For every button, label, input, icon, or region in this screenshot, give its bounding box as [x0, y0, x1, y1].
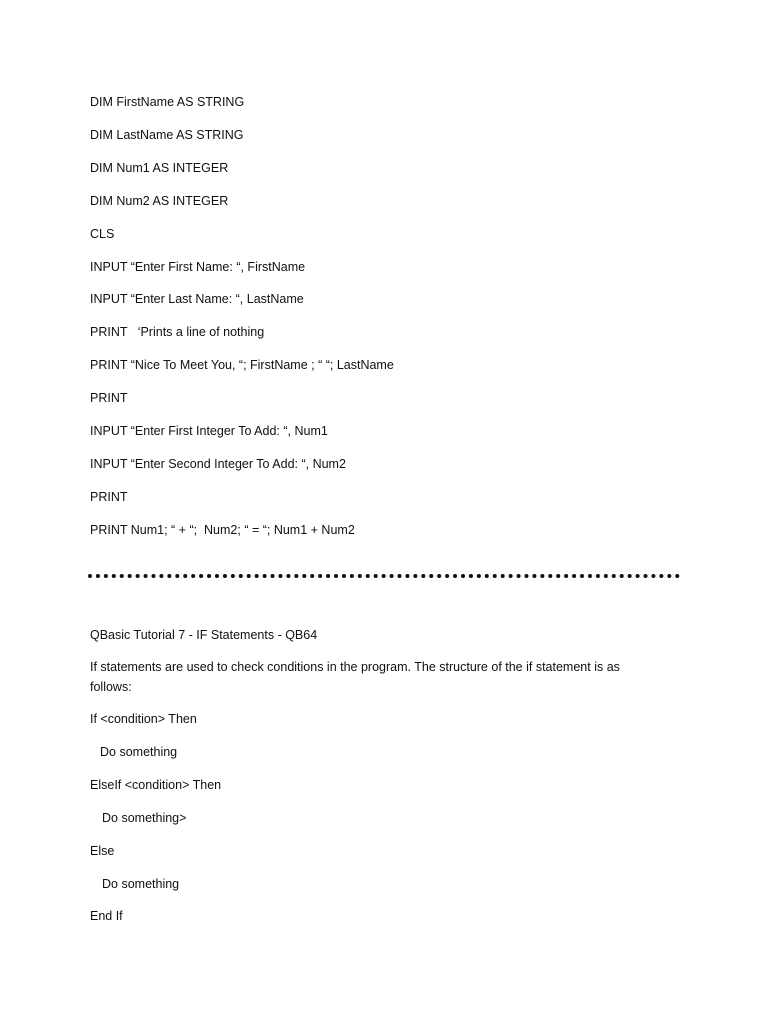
code-line: PRINT “Nice To Meet You, “; FirstName ; “ “; LastName: [90, 358, 394, 372]
code-line: INPUT “Enter Second Integer To Add: “, Num2: [90, 457, 346, 471]
structure-line: If <condition> Then: [90, 712, 197, 726]
code-line: DIM FirstName AS STRING: [90, 95, 245, 109]
structure-line: Do something: [102, 877, 180, 891]
code-line: DIM LastName AS STRING: [90, 128, 244, 142]
code-line: INPUT “Enter First Name: “, FirstName: [90, 260, 306, 274]
dotted-divider: [88, 574, 680, 578]
code-line: PRINT: [90, 391, 128, 405]
tutorial-title: QBasic Tutorial 7 - IF Statements - QB64: [90, 628, 318, 642]
structure-line: End If: [90, 909, 123, 923]
code-line: DIM Num1 AS INTEGER: [90, 161, 229, 175]
code-line: PRINT: [90, 490, 128, 504]
structure-line: Do something: [100, 745, 178, 759]
code-line: INPUT “Enter Last Name: “, LastName: [90, 292, 304, 306]
code-line: DIM Num2 AS INTEGER: [90, 194, 229, 208]
code-line: PRINT Num1; “ + “; Num2; “ = “; Num1 + Num2: [90, 523, 355, 537]
code-line: INPUT “Enter First Integer To Add: “, Num1: [90, 424, 328, 438]
code-line: CLS: [90, 227, 115, 241]
structure-line: Else: [90, 844, 115, 858]
code-line: PRINT ‘Prints a line of nothing: [90, 325, 265, 339]
structure-line: ElseIf <condition> Then: [90, 778, 222, 792]
tutorial-intro: If statements are used to check conditions in the program. The structure of the if statement is as follows:: [90, 660, 620, 694]
structure-line: Do something>: [102, 811, 187, 825]
